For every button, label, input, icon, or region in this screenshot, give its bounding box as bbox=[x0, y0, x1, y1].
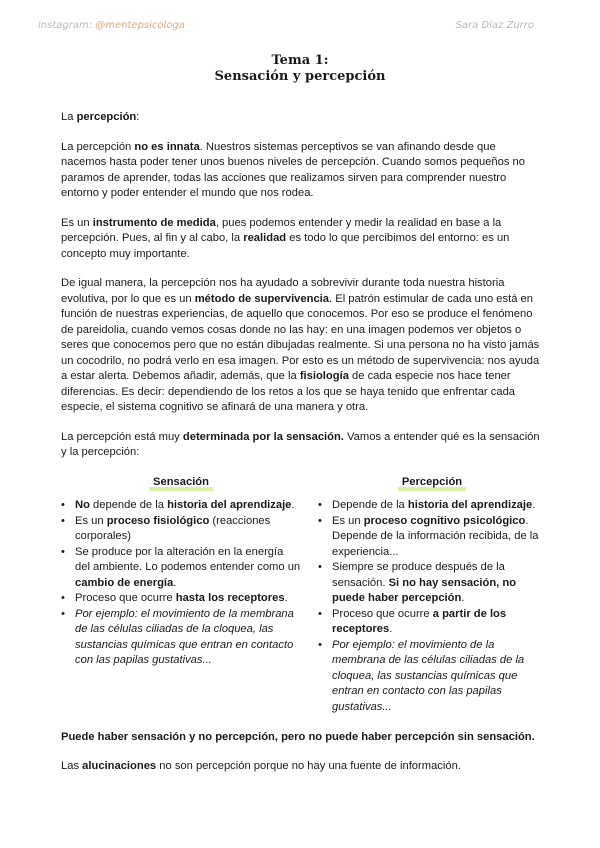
document-body bbox=[61, 110, 541, 789]
percepcion-heading bbox=[318, 475, 546, 491]
title-line-1 bbox=[0, 53, 600, 69]
s4-b: hasta los receptores bbox=[175, 592, 285, 604]
p3-bold-d: fisiología bbox=[299, 370, 349, 382]
pc4-a: Proceso que ocurre bbox=[332, 607, 433, 620]
s3-a: Se produce por la alteración en la energía del ambiente. Lo podemos entender como un bbox=[75, 545, 301, 573]
pc1-c: . bbox=[532, 499, 536, 511]
last-text-a: Las bbox=[61, 760, 83, 772]
pc5-example: Por ejemplo: el movimiento de la membrana de las células ciliadas de la cloquea, las sustancias químicas que entran en contacto con las papilas gustativas... bbox=[332, 638, 525, 713]
list-item bbox=[318, 607, 546, 638]
p2-bold-d: realidad bbox=[243, 232, 287, 244]
list-item bbox=[61, 498, 301, 514]
percepcion-list bbox=[318, 498, 546, 715]
s2-b: proceso fisiológico bbox=[106, 514, 210, 527]
pc4-c: . bbox=[389, 623, 393, 635]
pc2-b: proceso cognitivo psicológico bbox=[363, 514, 526, 527]
pc3-c: . bbox=[461, 592, 465, 604]
pc4-b: a partir de los receptores bbox=[332, 607, 507, 635]
p3-text-c: . El patrón estimular de cada uno está en función de nuestras experiencias, de aquello que conocemos. Por eso se produce el fenómeno de pareidolia, cuando vemos cosas donde no las hay: en una imagen podemos ver objetos o seres que conocemos pero que no están dibujadas realmente. Si una persona no ha visto jamás un cocodrilo, no podrá verlo en esa imagen. Por esto es un método de supervivencia: nos ayuda a estar alerta. Debemos añadir, además, que la bbox=[61, 292, 540, 382]
s1-c: historia del aprendizaje bbox=[167, 499, 292, 511]
list-item bbox=[318, 514, 546, 561]
pc3-b: Si no hay sensación, no puede haber percepción bbox=[332, 576, 517, 604]
list-item bbox=[61, 514, 301, 545]
s4-c: . bbox=[284, 592, 288, 604]
sensacion-list bbox=[61, 498, 301, 669]
header-instagram-handle[interactable]: @mentepsicologa bbox=[95, 20, 185, 31]
conclusion: Puede haber sensación y no percepción, pero no puede haber percepción sin sensación. bbox=[61, 730, 535, 743]
s4-a: Proceso que ocurre bbox=[75, 592, 176, 604]
p3-text-e: de cada especie nos hace tener diferencias. Es decir: dependiendo de los retos a los que se haya tenido que enfrentar cada especie, el sistema cognitivo se afinará de una manera y otra. bbox=[61, 370, 516, 413]
intro-heading: La percepción: bbox=[61, 111, 140, 123]
list-item bbox=[318, 498, 546, 514]
p2-text-c: , pues podemos entender y medir la realidad en base a la percepción. Pues, al fin y al cabo, la bbox=[61, 216, 502, 244]
pc1-b: historia del aprendizaje bbox=[407, 499, 533, 511]
percepcion-column bbox=[318, 475, 546, 716]
paragraph-medida bbox=[61, 216, 541, 263]
p4-text-a: La percepción está muy bbox=[61, 430, 183, 443]
percepcion-heading-text: Percepción bbox=[401, 475, 463, 488]
list-item bbox=[61, 591, 301, 607]
last-bold: alucinaciones bbox=[82, 760, 157, 772]
sensacion-heading bbox=[61, 475, 301, 491]
page-title bbox=[0, 53, 600, 85]
p3-text-a: De igual manera, la percepción nos ha ayudado a sobrevivir durante toda nuestra historia evolutiva, por lo que es un bbox=[61, 277, 505, 305]
header-author: Sara Díaz Zurro bbox=[455, 20, 534, 31]
paragraph-supervivencia bbox=[61, 276, 541, 416]
p1-bold: no es innata bbox=[134, 140, 200, 153]
pc2-a: Es un bbox=[332, 514, 364, 527]
pc3-a: Siempre se produce después de la sensación. bbox=[332, 561, 505, 589]
s1-a: No bbox=[75, 499, 90, 511]
p3-bold-b: método de supervivencia bbox=[194, 292, 330, 305]
header-instagram-label: instagram: bbox=[38, 20, 96, 31]
comparison-columns bbox=[61, 475, 541, 730]
p2-text-a: Es un bbox=[61, 216, 93, 229]
intro-heading-bold: percepción bbox=[76, 111, 137, 123]
s2-a: Es un bbox=[75, 514, 107, 527]
s2-c: (reacciones corporales) bbox=[75, 514, 271, 542]
sensacion-column bbox=[61, 475, 301, 669]
list-item bbox=[61, 545, 301, 592]
paragraph-innata bbox=[61, 140, 541, 202]
list-item bbox=[61, 607, 301, 669]
list-item bbox=[318, 560, 546, 607]
paragraph-sensacion bbox=[61, 430, 541, 461]
p1-text-c: . Nuestros sistemas perceptivos se van afinando desde que nacemos hasta poder tener unos buenos niveles de percepción. Cuando somos pequeños no paramos de aprender, todas las acciones que realizamos sirven para comprender nuestro entorno y poder entender el mundo que nos rodea. bbox=[61, 140, 525, 199]
s1-d: . bbox=[291, 499, 295, 511]
p4-text-c: Vamos a entender qué es la sensación y la percepción: bbox=[61, 430, 540, 458]
sensacion-heading-text: Sensación bbox=[153, 475, 209, 488]
list-item bbox=[318, 638, 546, 716]
s3-b: cambio de energía bbox=[75, 576, 174, 589]
s3-c: . bbox=[173, 576, 177, 589]
p4-bold: determinada por la sensación. bbox=[182, 430, 344, 443]
title-line-2-text: Sensación y percepción bbox=[214, 69, 386, 84]
header-instagram bbox=[38, 20, 185, 31]
p2-bold-b: instrumento de medida bbox=[92, 216, 216, 229]
title-line-2 bbox=[0, 69, 600, 85]
paragraph-alucinaciones bbox=[61, 759, 541, 775]
s5-example: Por ejemplo: el movimiento de la membrana de las células ciliadas de la cloquea, las sustancias químicas que entran en contacto con las papilas gustativas... bbox=[75, 607, 294, 666]
p2-text-e: es todo lo que percibimos del entorno: es un concepto muy importante. bbox=[61, 232, 510, 260]
p1-text-a: La percepción bbox=[61, 140, 135, 153]
title-line-1-text: Tema 1: bbox=[271, 53, 329, 68]
pc2-c: . Depende de la información recibida, de la experiencia... bbox=[332, 514, 539, 558]
pc1-a: Depende de la bbox=[332, 499, 408, 511]
s1-b: depende de la bbox=[89, 499, 168, 511]
last-text-c: no son percepción porque no hay una fuente de información. bbox=[156, 760, 461, 772]
